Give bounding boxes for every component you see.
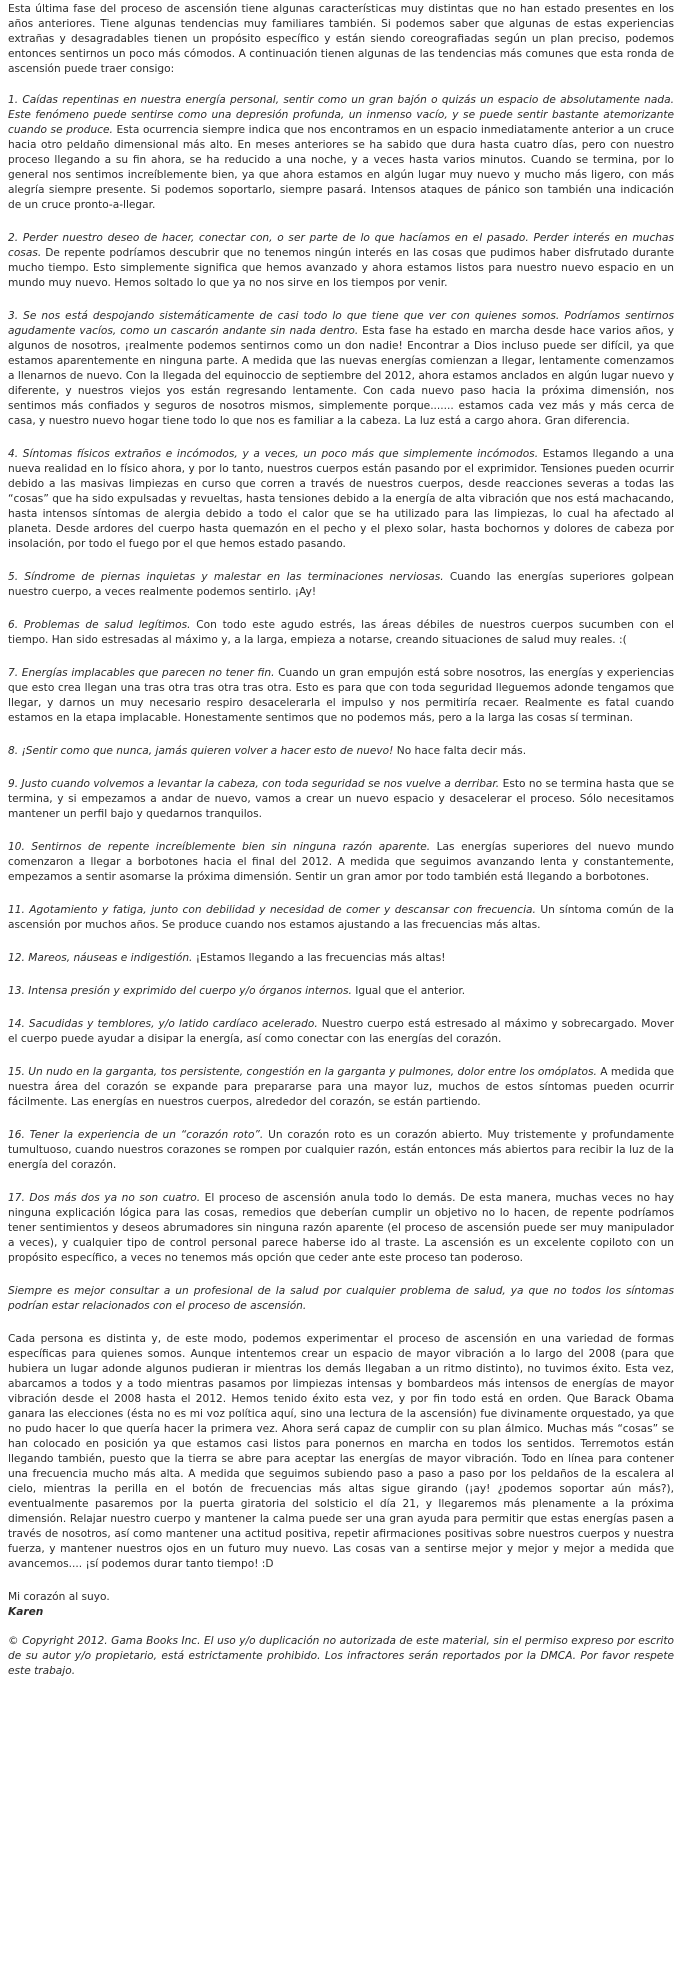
symptom-title: 8. ¡Sentir como que nunca, jamás quieren volver a hacer esto de nuevo! (8, 745, 394, 757)
symptom-item (8, 231, 674, 291)
symptom-title: 12. Mareos, náuseas e indigestión. (8, 952, 193, 964)
symptom-body: Esta fase ha estado en marcha desde hace varios años, y algunos de nosotros, ¡realmente podemos sentirnos como un don nadie! Encontrar a Dios incluso puede ser difícil, ya que estamos aparentemente en ninguna parte. A medida que las nuevas energías comienzan a llegar, lentamente comenzamos a llenarnos de nuevo. Con la llegada del equinoccio de septiembre del 2012, ahora estamos anclados en algún lugar nuevo y diferente, y nuestros viejos yos están regresando lentamente. Con cada nuevo paso hacia la próxima dimensión, nos sentimos más confiados y seguros de nosotros mismos, simplemente porque....... estamos cada vez más y más cerca de casa, y nuestro nuevo hogar tiene todo lo que nos es familiar a la cabeza. La luz está a cargo ahora. Gran diferencia. (8, 325, 674, 427)
symptom-body: Esta ocurrencia siempre indica que nos encontramos en un espacio inmediatamente anterior a un cruce hacia otro peldaño dimensional más alto. En meses anteriores se ha sabido que dura hasta cuatro días, pero con nuestro proceso llegando a su fin ahora, se ha reducido a una noche, y a veces hasta varios minutos. Cuando se termina, por lo general nos sentimos increíblemente bien, ya que ahora estamos en algún lugar muy nuevo y mucho más ligero, con más alegría siempre presente. Si podemos soportarlo, siempre pasará. Intensos ataques de pánico son también una indicación de un cruce pronto-a-llegar. (8, 124, 674, 211)
symptom-body: Cuando un gran empujón está sobre nosotros, las energías y experiencias que esto crea llegan una tras otra tras otra tras otra. Esto es para que con toda seguridad lleguemos adonde tengamos que llegar, y darnos un muy necesario respiro desacelerarla el impulso y nos permitiría recaer. Realmente es fatal cuando estamos en la etapa implacable. Honestamente sentimos que no podemos más, pero a la larga las cosas sí terminan. (8, 667, 674, 724)
symptom-title: 9. Justo cuando volvemos a levantar la cabeza, con toda seguridad se nos vuelve a derribar. (8, 778, 500, 790)
symptom-body: Un síntoma común de la ascensión por muchos años. Se produce cuando nos estamos ajustando a las frecuencias más altas. (8, 904, 674, 931)
symptom-title: 16. Tener la experiencia de un “corazón roto”. (8, 1129, 264, 1141)
symptom-item (8, 618, 674, 648)
symptom-item (8, 570, 674, 600)
author-name: Karen (8, 1606, 44, 1618)
symptom-body: El proceso de ascensión anula todo lo demás. De esta manera, muchas veces no hay ninguna explicación lógica para las cosas, remedios que deberían cumplir un objetivo no lo hacen, de repente podríamos tener sentimientos y deseos abrumadores sin ninguna razón aparente (el proceso de ascensión puede ser muy manipulador a veces), y cualquier tipo de control personal parece haberse ido al traste. La ascensión es un excelente copiloto con un propósito específico, a veces no tenemos más opción que ceder ante este proceso tan poderoso. (8, 1192, 674, 1264)
symptom-body: Nuestro cuerpo está estresado al máximo y sobrecargado. Mover el cuerpo puede ayudar a disipar la energía, así como conectar con las energías del corazón. (8, 1018, 674, 1045)
symptom-item (8, 666, 674, 726)
symptom-item (8, 744, 674, 759)
symptom-item (8, 1128, 674, 1173)
sign-off-line: Mi corazón al suyo. (8, 1591, 110, 1603)
symptom-body: ¡Estamos llegando a las frecuencias más altas! (192, 952, 446, 964)
symptom-item (8, 777, 674, 822)
symptom-item (8, 309, 674, 429)
health-advice (8, 1284, 674, 1314)
symptom-list (8, 93, 674, 1266)
symptom-body: Estamos llegando a una nueva realidad en lo físico ahora, y por lo tanto, nuestros cuerpos están pasando por el exprimidor. Tensiones pueden ocurrir debido a las masivas limpiezas en curso que corren a través de nuestros cuerpos, desde reacciones severas a todas las “cosas” que ha sido expulsadas y revueltas, hasta tensiones debido a la energía de alta vibración que nos está machacando, hasta intensos síntomas de alergia debido a todo el calor que se ha utilizado para las limpiezas, lo cual ha afectado al planeta. Desde ardores del cuerpo hasta quemazón en el pecho y el plexo solar, hasta bochornos y dolores de cabeza por insolación, por todo el fuego por el que hemos estado pasando. (8, 448, 674, 550)
symptom-item (8, 93, 674, 213)
signature-block (8, 1590, 674, 1620)
copyright-notice (8, 1634, 674, 1679)
symptom-body: Las energías superiores del nuevo mundo comenzaron a llegar a borbotones hacia el final del 2012. A medida que seguimos avanzando lenta y constantemente, empezamos a sentir asomarse la próxima dimensión. Sentir un gran amor por todo también está llegando a borbotones. (8, 841, 674, 883)
symptom-title: 10. Sentirnos de repente increíblemente bien sin ninguna razón aparente. (8, 841, 431, 853)
symptom-item (8, 447, 674, 552)
symptom-title: 17. Dos más dos ya no son cuatro. (8, 1192, 201, 1204)
symptom-body: Un corazón roto es un corazón abierto. Muy tristemente y profundamente tumultuoso, cuando nuestros corazones se rompen por cualquier razón, están entonces más abiertos para recibir la luz de la energía del corazón. (8, 1129, 674, 1171)
symptom-title: 3. Se nos está despojando sistemáticamente de casi todo lo que tiene que ver con quienes somos. Podríamos sentirnos agudamente vacíos, como un cascarón andante sin nada dentro. (8, 310, 674, 337)
symptom-body: Cuando las energías superiores golpean nuestro cuerpo, a veces realmente podemos sentirlo. ¡Ay! (8, 571, 674, 598)
symptom-title: 13. Intensa presión y exprimido del cuerpo y/o órganos internos. (8, 985, 352, 997)
symptom-body: No hace falta decir más. (393, 745, 527, 757)
symptom-item (8, 984, 674, 999)
symptom-title: 15. Un nudo en la garganta, tos persistente, congestión en la garganta y pulmones, dolor entre los omóplatos. (8, 1066, 597, 1078)
symptom-item (8, 1065, 674, 1110)
symptom-item (8, 903, 674, 933)
symptom-title: 14. Sacudidas y temblores, y/o latido cardíaco acelerado. (8, 1018, 318, 1030)
symptom-title: 1. Caídas repentinas en nuestra energía personal, sentir como un gran bajón o quizás un espacio de absolutamente nada. Este fenómeno puede sentirse como una depresión profunda, un inmenso vacío, y se puede sentir bastante atemorizante cuando se produce. (8, 94, 674, 136)
symptom-item (8, 1017, 674, 1047)
closing-paragraph: Cada persona es distinta y, de este modo, podemos experimentar el proceso de ascensión en una variedad de formas específicas para quienes somos. Aunque intentemos crear un espacio de mayor vibración a lo largo del 2008 (para que hubiera un lugar adonde algunos pudieran ir mientras los demás llegaban a un ritmo distinto), no tuvimos éxito. Esta vez, abarcamos a todos y a todo mientras pasamos por limpiezas intensas y bombardeos más intensos de energías de mayor vibración desde el 2008 hasta el 2012. Hemos tenido éxito esta vez, y por fin todo está en orden. Que Barack Obama ganara las elecciones (ésta no es mi voz política aquí, sino una lectura de la ascensión) fue divinamente orquestado, ya que no pudo hacer lo que quería hacer la primera vez. Ahora será capaz de cumplir con su plan álmico. Muchas más “cosas” se han colocado en posición ya que estamos casi listos para ponernos en marcha en todos los sentidos. Terremotos están llegando también, puesto que la tierra se abre para aceptar las energías de mayor vibración. Todo en línea para contener una frecuencia mucho más alta. A medida que seguimos subiendo paso a paso a paso por los peldaños de la escalera al cielo, mientras la perilla en el botón de frecuencias más altas sigue girando (¡ay! ¿podemos soportar aún más?), eventualmente pasaremos por la puerta giratoria del solsticio el día 21, y llegaremos más plenamente a la próxima dimensión. Relajar nuestro cuerpo y mantener la calma puede ser una gran ayuda para permitir que estas energías pasen a través de nosotros, así como mantener una actitud positiva, repetir afirmaciones positivas sobre nuestros cuerpos y nuestra fuerza, y mantener nuestros ojos en un futuro muy nuevo. Las cosas van a sentirse mejor y mejor y mejor a medida que avancemos.... ¡sí podemos durar tanto tiempo! :D (8, 1333, 674, 1570)
symptom-body: A medida que nuestra área del corazón se expande para prepararse para una mayor luz, muchos de estos síntomas pueden ocurrir fácilmente. Las energías en nuestros cuerpos, alrededor del corazón, se están partiendo. (8, 1066, 674, 1108)
symptom-item (8, 1191, 674, 1266)
symptom-title: 4. Síntomas físicos extraños e incómodos, y a veces, un poco más que simplemente incómodos. (8, 448, 539, 460)
symptom-title: 7. Energías implacables que parecen no tener fin. (8, 667, 275, 679)
symptom-title: 11. Agotamiento y fatiga, junto con debilidad y necesidad de comer y descansar con frecuencia. (8, 904, 536, 916)
symptom-body: Igual que el anterior. (351, 985, 466, 997)
symptom-item (8, 951, 674, 966)
symptom-title: 5. Síndrome de piernas inquietas y malestar en las terminaciones nerviosas. (8, 571, 444, 583)
symptom-body: De repente podríamos descubrir que no tenemos ningún interés en las cosas que pudimos haber disfrutado durante mucho tiempo. Esto simplemente significa que hemos avanzado y ahora estamos listos para nuestro nuevo espacio en un mundo muy nuevo. Hemos soltado lo que ya no nos sirve en los tiempos por venir. (8, 247, 674, 289)
symptom-title: 2. Perder nuestro deseo de hacer, conectar con, o ser parte de lo que hacíamos en el pasado. Perder interés en muchas cosas. (8, 232, 674, 259)
symptom-title: 6. Problemas de salud legítimos. (8, 619, 191, 631)
symptom-item (8, 840, 674, 885)
symptom-body: Con todo este agudo estrés, las áreas débiles de nuestros cuerpos sucumben con el tiempo. Han sido estresadas al máximo y, a la larga, empieza a notarse, creando situaciones de salud muy reales. :( (8, 619, 674, 646)
health-advice-text: Siempre es mejor consultar a un profesional de la salud por cualquier problema de salud, ya que no todos los síntomas podrían estar relacionados con el proceso de ascensión. (8, 1285, 674, 1312)
copyright-text: © Copyright 2012. Gama Books Inc. El uso y/o duplicación no autorizada de este material, sin el permiso expreso por escrito de su autor y/o propietario, está estrictamente prohibido. Los infractores serán reportados por la DMCA. Por favor respete este trabajo. (8, 1635, 674, 1677)
intro-paragraph: Esta última fase del proceso de ascensión tiene algunas características muy distintas que no han estado presentes en los años anteriores. Tiene algunas tendencias muy familiares también. Si podemos saber que algunas de estas experiencias extrañas y desagradables tienen un propósito específico y están siendo coreografiadas según un plan preciso, podemos entonces sentirnos un poco más cómodos. A continuación tienen algunas de las tendencias más comunes que esta ronda de ascensión puede traer consigo: (8, 3, 674, 75)
symptom-body: Esto no se termina hasta que se termina, y si empezamos a andar de nuevo, vamos a crear un nuevo espacio y desacelerar el proceso. Sólo necesitamos mantener un perfil bajo y quedarnos tranquilos. (8, 778, 675, 820)
